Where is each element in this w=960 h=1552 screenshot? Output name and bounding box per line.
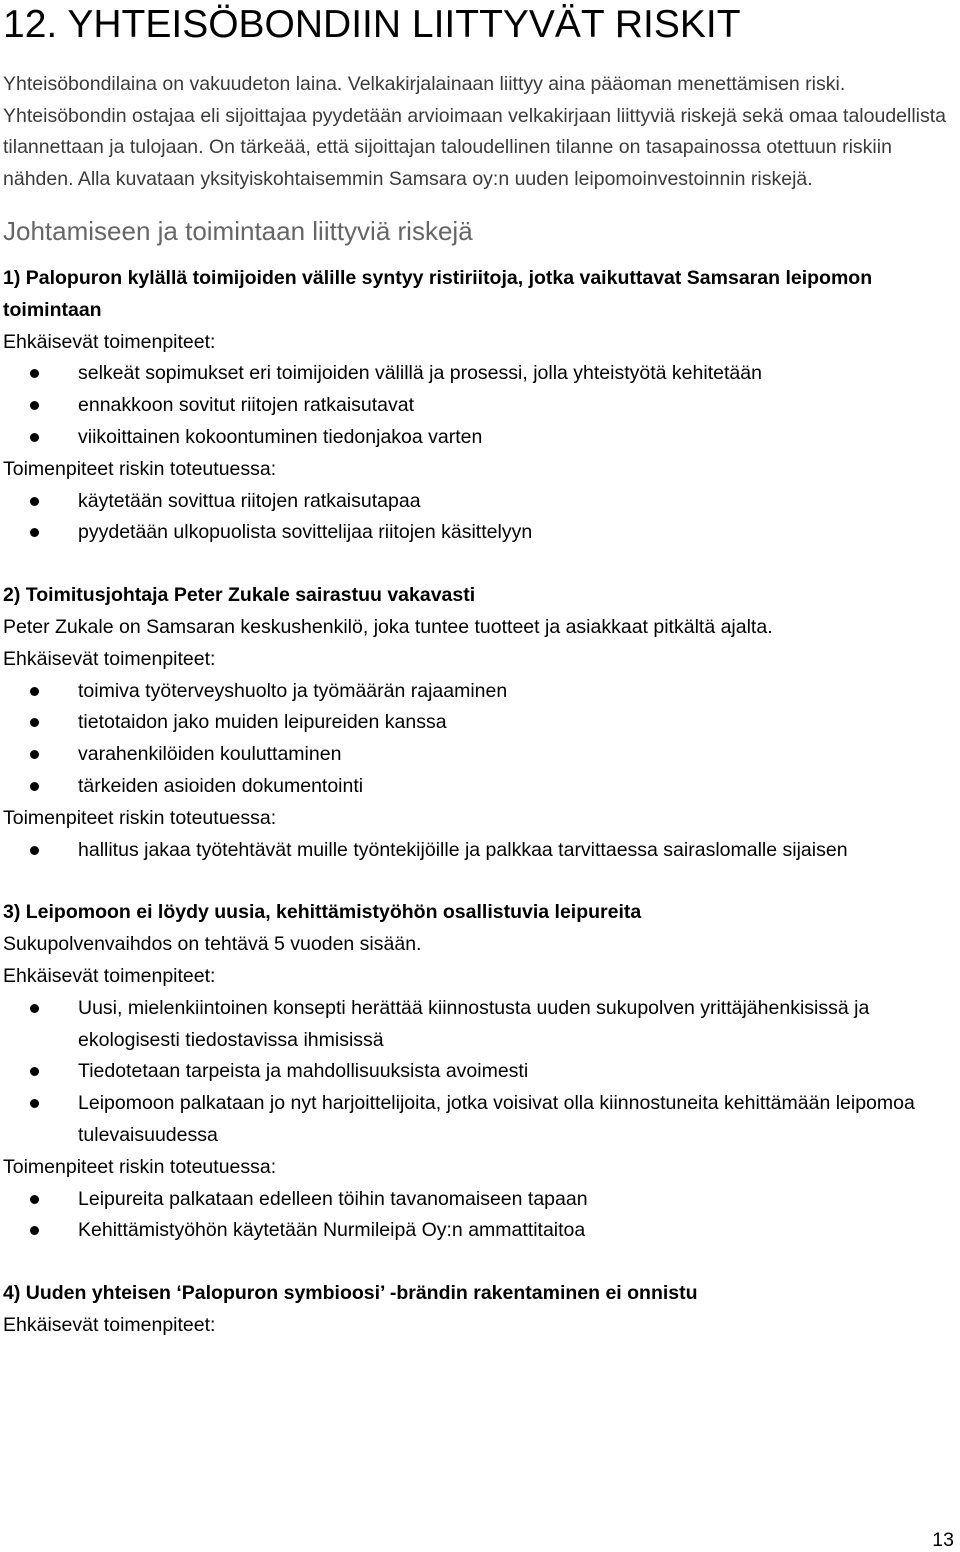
- intro-paragraph: Yhteisöbondilaina on vakuudeton laina. Velkakirjalainaan liittyy aina pääoman menettämisen riski. Yhteisöbondin ostajaa eli sijoittajaa pyydetään arvioimaan velkakirjaan liittyviä riskejä sekä omaa taloudellista tilannettaan ja tulojaan. On tärkeää, että sijoittajan taloudellinen tilanne on tasapainossa otettuun riskiin nähden. Alla kuvataan yksityiskohtaisemmin Samsara oy:n uuden leipomoinvestoinnin riskejä.: [3, 73, 947, 190]
- risk-item: [3, 897, 953, 1247]
- page-number: 13: [932, 1529, 954, 1551]
- risk-item: [3, 580, 953, 866]
- list-item: hallitus jakaa työtehtävät muille työntekijöille ja palkkaa tarvittaessa sairaslomalle sijaisen: [3, 835, 953, 867]
- list-item: Leipureita palkataan edelleen töihin tavanomaiseen tapaan: [3, 1184, 953, 1216]
- preventive-label: Ehkäisevät toimenpiteet:: [3, 647, 216, 670]
- list-item: selkeät sopimukset eri toimijoiden välillä ja prosessi, jolla yhteistyötä kehitetään: [3, 358, 953, 390]
- risk-item: [3, 263, 953, 549]
- risk-title: 3) Leipomoon ei löydy uusia, kehittämistyöhön osallistuvia leipureita: [3, 901, 642, 924]
- preventive-list: [3, 676, 953, 803]
- risk-description: Peter Zukale on Samsaran keskushenkilö, joka tuntee tuotteet ja asiakkaat pitkältä ajalta.: [3, 615, 773, 638]
- response-list: [3, 486, 953, 550]
- response-label: Toimenpiteet riskin toteutuessa:: [3, 806, 277, 829]
- risk-title: 4) Uuden yhteisen ‘Palopuron symbioosi’ -brändin rakentaminen ei onnistu: [3, 1282, 698, 1305]
- risk-list: [3, 263, 953, 1342]
- list-item: toimiva työterveyshuolto ja työmäärän rajaaminen: [3, 676, 953, 708]
- preventive-label: Ehkäisevät toimenpiteet:: [3, 1313, 216, 1336]
- list-item: käytetään sovittua riitojen ratkaisutapaa: [3, 486, 953, 518]
- risk-description: Sukupolvenvaihdos on tehtävä 5 vuoden sisään.: [3, 933, 422, 956]
- list-item: varahenkilöiden kouluttaminen: [3, 739, 953, 771]
- list-item: ennakkoon sovitut riitojen ratkaisutavat: [3, 390, 953, 422]
- section-heading: Johtamiseen ja toimintaan liittyviä riskejä: [3, 216, 473, 246]
- response-label: Toimenpiteet riskin toteutuessa:: [3, 457, 277, 480]
- risk-title: 1) Palopuron kylällä toimijoiden välille syntyy ristiriitoja, jotka vaikuttavat Samsaran leipomon toimintaan: [3, 267, 873, 321]
- page-title: 12. YHTEISÖBONDIIN LIITTYVÄT RISKIT: [3, 3, 741, 46]
- list-item: Leipomoon palkataan jo nyt harjoittelijoita, jotka voisivat olla kiinnostuneita kehittämään leipomoa tulevaisuudessa: [3, 1088, 953, 1152]
- list-item: Uusi, mielenkiintoinen konsepti herättää kiinnostusta uuden sukupolven yrittäjähenkisissä ja ekologisesti tiedostavissa ihmisissä: [3, 993, 953, 1057]
- list-item: tietotaidon jako muiden leipureiden kanssa: [3, 707, 953, 739]
- response-label: Toimenpiteet riskin toteutuessa:: [3, 1155, 277, 1178]
- response-list: [3, 835, 953, 867]
- preventive-label: Ehkäisevät toimenpiteet:: [3, 330, 216, 353]
- response-list: [3, 1184, 953, 1248]
- list-item: Kehittämistyöhön käytetään Nurmileipä Oy:n ammattitaitoa: [3, 1215, 953, 1247]
- preventive-label: Ehkäisevät toimenpiteet:: [3, 964, 216, 987]
- risk-title: 2) Toimitusjohtaja Peter Zukale sairastuu vakavasti: [3, 584, 476, 607]
- document-page: [3, 0, 953, 1342]
- list-item: tärkeiden asioiden dokumentointi: [3, 771, 953, 803]
- list-item: Tiedotetaan tarpeista ja mahdollisuuksista avoimesti: [3, 1056, 953, 1088]
- list-item: viikoittainen kokoontuminen tiedonjakoa varten: [3, 422, 953, 454]
- risk-item: [3, 1278, 953, 1342]
- list-item: pyydetään ulkopuolista sovittelijaa riitojen käsittelyyn: [3, 517, 953, 549]
- preventive-list: [3, 358, 953, 453]
- preventive-list: [3, 993, 953, 1152]
